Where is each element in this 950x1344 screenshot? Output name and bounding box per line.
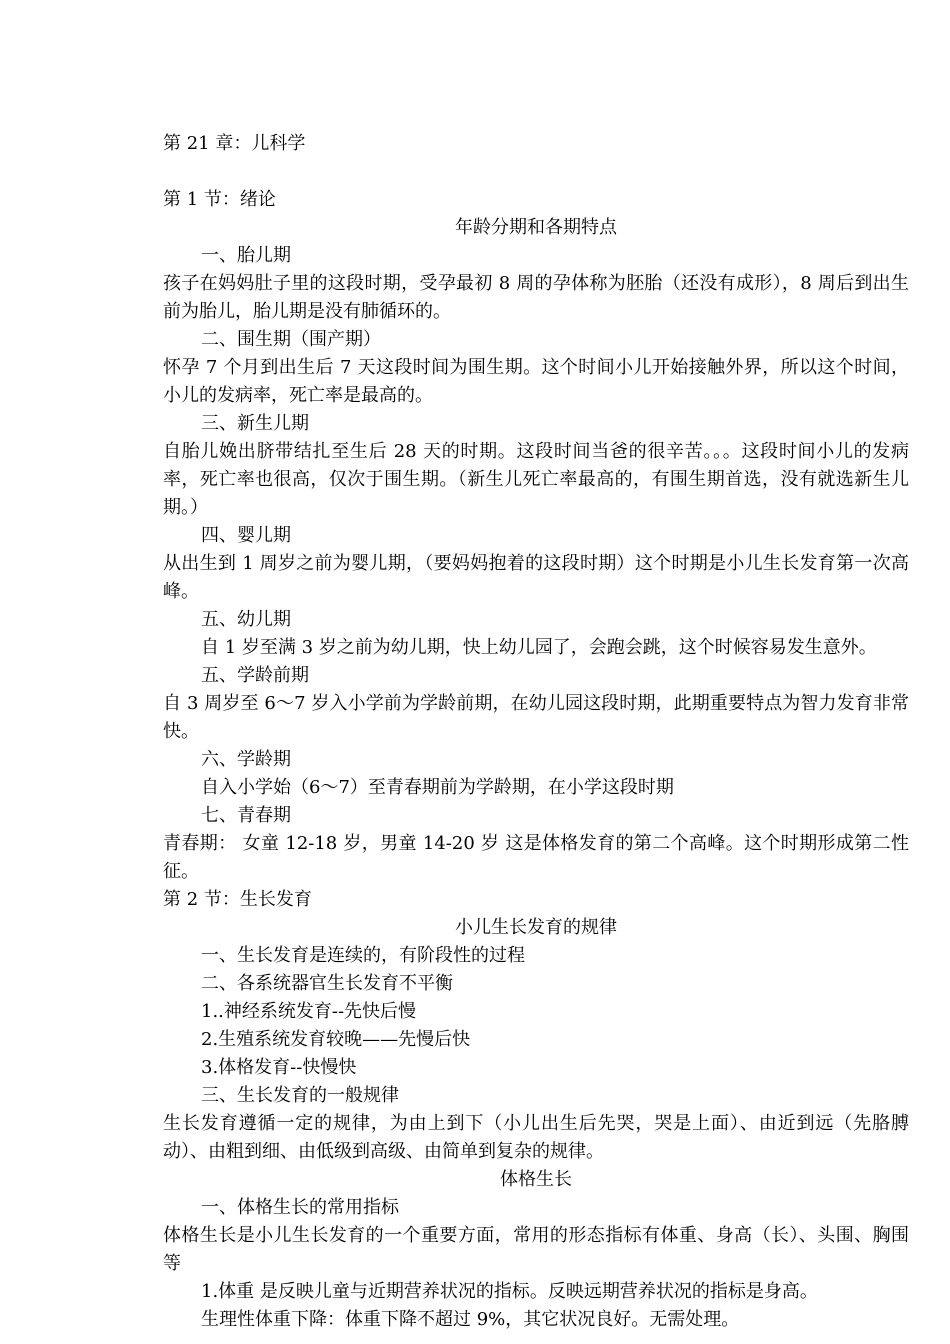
spacer (163, 158, 909, 186)
growth-indicators-heading: 一、体格生长的常用指标 (201, 1197, 399, 1218)
weight-text: 1.体重 是反映儿童与近期营养状况的指标。反映远期营养状况的指标是身高。 (201, 1281, 818, 1302)
school-age-text: 自入小学始（6～7）至青春期前为学龄期，在小学这段时期 (201, 777, 674, 798)
rule-2-item-3: 3.体格发育--快慢快 (201, 1057, 357, 1078)
rule-3-text: 生长发育遵循一定的规律，为由上到下（小儿出生后先哭，哭是上面）、由近到远（先胳膊动）、由粗到细、由低级到高级、由简单到复杂的规律。 (163, 1113, 909, 1162)
rule-2-item-1: 1..神经系统发育--先快后慢 (201, 1001, 417, 1022)
toddler-heading: 五、幼儿期 (201, 609, 291, 630)
physical-growth-heading: 体格生长 (500, 1169, 572, 1190)
section-2-title: 第 2 节：生长发育 (163, 889, 312, 910)
rule-1: 一、生长发育是连续的，有阶段性的过程 (201, 945, 525, 966)
section-1-heading: 年龄分期和各期特点 (455, 217, 617, 238)
fetal-period-text: 孩子在妈妈肚子里的这段时期，受孕最初 8 周的孕体称为胚胎（还没有成形），8 周后到出生前为胎儿，胎儿期是没有肺循环的。 (163, 273, 909, 322)
section-1-title: 第 1 节：绪论 (163, 189, 276, 210)
perinatal-period-text: 怀孕 7 个月到出生后 7 天这段时间为围生期。这个时间小儿开始接触外界，所以这个时间，小儿的发病率，死亡率是最高的。 (163, 357, 909, 406)
adolescence-text: 青春期： 女童 12-18 岁，男童 14-20 岁 这是体格发育的第二个高峰。这个时期形成第二性征。 (163, 833, 909, 882)
perinatal-period-heading: 二、围生期（围产期） (201, 329, 381, 350)
infancy-heading: 四、婴儿期 (201, 525, 291, 546)
rule-3: 三、生长发育的一般规律 (201, 1085, 399, 1106)
toddler-text: 自 1 岁至满 3 岁之前为幼儿期，快上幼儿园了，会跑会跳，这个时候容易发生意外。 (201, 637, 877, 658)
fetal-period-heading: 一、胎儿期 (201, 245, 291, 266)
preschool-heading: 五、学龄前期 (201, 665, 309, 686)
growth-rules-heading: 小儿生长发育的规律 (455, 917, 617, 938)
preschool-text: 自 3 周岁至 6～7 岁入小学前为学龄前期，在幼儿园这段时期，此期重要特点为智力发育非常快。 (163, 693, 909, 742)
infancy-text: 从出生到 1 周岁之前为婴儿期，（要妈妈抱着的这段时期）这个时期是小儿生长发育第一次高峰。 (163, 553, 909, 602)
adolescence-heading: 七、青春期 (201, 805, 291, 826)
school-age-heading: 六、学龄期 (201, 749, 291, 770)
weight-loss-text: 生理性体重下降：体重下降不超过 9%，其它状况良好。无需处理。 (201, 1309, 740, 1330)
chapter-title: 第 21 章：儿科学 (163, 133, 306, 154)
rule-2-item-2: 2.生殖系统发育较晚——先慢后快 (201, 1029, 471, 1050)
growth-indicators-text: 体格生长是小儿生长发育的一个重要方面，常用的形态指标有体重、身高（长）、头围、胸围等 (163, 1225, 909, 1274)
neonatal-period-heading: 三、新生儿期 (201, 413, 309, 434)
rule-2: 二、各系统器官生长发育不平衡 (201, 973, 453, 994)
neonatal-period-text: 自胎儿娩出脐带结扎至生后 28 天的时期。这段时间当爸的很辛苦。。。这段时间小儿的发病率，死亡率也很高，仅次于围生期。（新生儿死亡率最高的，有围生期首选，没有就选新生儿期。） (163, 441, 909, 518)
document-page (163, 130, 909, 1334)
